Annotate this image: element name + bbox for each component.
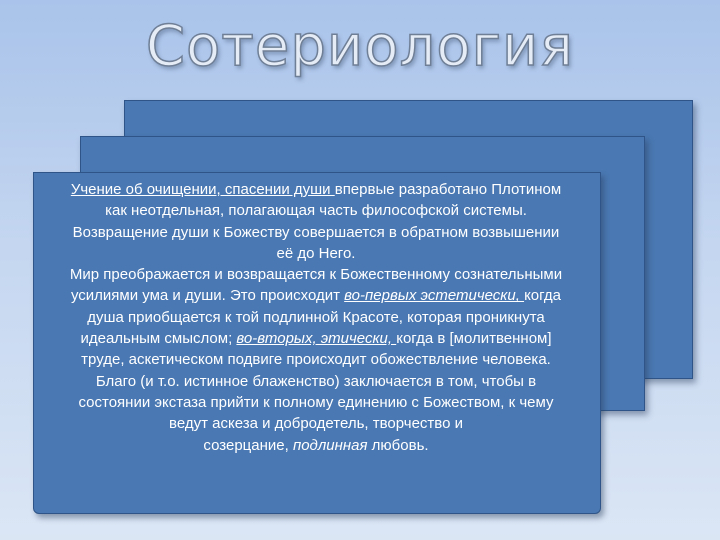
text-line: её до Него. <box>276 244 356 262</box>
text-line <box>33 328 599 349</box>
text-segment: впервые разработано Плотином <box>334 181 562 198</box>
slide-body-text <box>33 179 599 456</box>
emphasis-ethical: во-вторых, этически, <box>236 330 397 348</box>
text-line <box>33 179 599 200</box>
emphasis-aesthetic: во-первых эстетически, <box>344 287 525 305</box>
heading-phrase: Учение об очищении, спасении души <box>70 181 335 198</box>
text-line: душа приобщается к той подлинной Красоте, которая проникнута <box>87 308 545 326</box>
text-line <box>33 285 599 306</box>
text-line: ведут аскеза и добродетель, творчество и <box>169 415 463 433</box>
slide-title: Сотериология <box>145 14 575 79</box>
text-line: труде, аскетическом подвиге происходит обожествление человека. <box>81 351 551 369</box>
text-segment: когда <box>524 287 562 305</box>
emphasis-genuine: подлинная <box>292 436 372 454</box>
text-line: Мир преображается и возвращается к Божественному сознательными <box>69 266 563 284</box>
text-segment: усилиями ума и души. Это происходит <box>70 287 345 305</box>
text-segment: идеальным смыслом; <box>80 330 237 348</box>
text-line <box>33 435 599 456</box>
text-line: Возвращение души к Божеству совершается в обратном возвышении <box>72 223 560 241</box>
text-line: состоянии экстаза прийти к полному единению с Божеством, к чему <box>78 393 554 411</box>
text-line: как неотдельная, полагающая часть философской системы. <box>105 202 527 220</box>
text-line: Благо (и т.о. истинное блаженство) заключается в том, чтобы в <box>95 372 537 390</box>
text-segment: созерцание, <box>203 436 293 454</box>
text-segment: любовь. <box>371 436 429 454</box>
text-segment: когда в [молитвенном] <box>396 330 552 348</box>
